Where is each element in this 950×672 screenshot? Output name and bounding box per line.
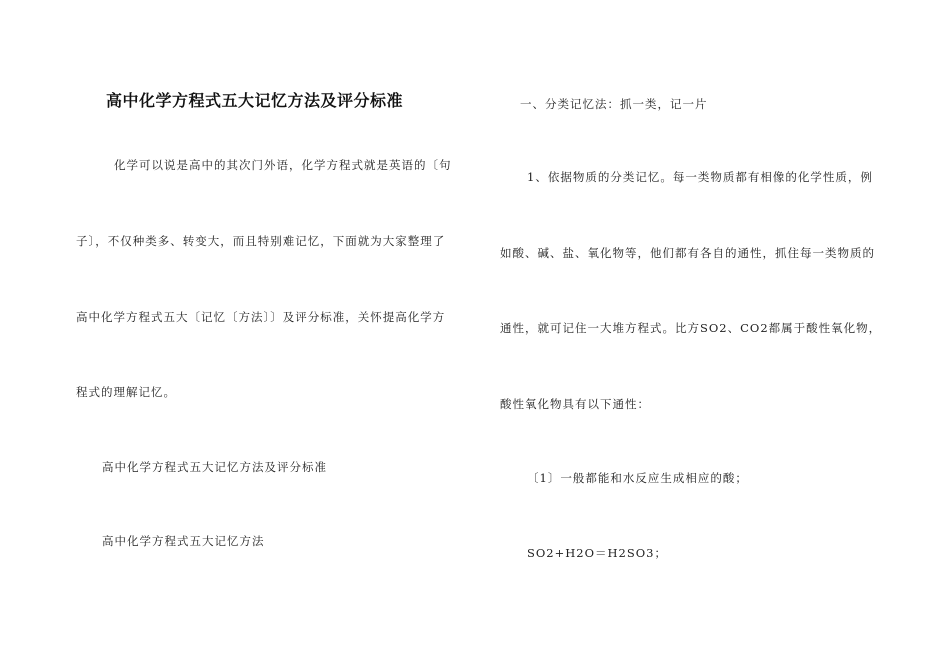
subheading: 高中化学方程式五大记忆方法及评分标准 xyxy=(102,460,327,474)
paragraph-line: 1、依据物质的分类记忆。每一类物质都有相像的化学性质，例 xyxy=(527,170,873,184)
paragraph-line: 酸性氧化物具有以下通性： xyxy=(500,397,650,411)
paragraph-line: 通性，就可记住一大堆方程式。比方SO2、CO2都属于酸性氧化物， xyxy=(500,321,882,335)
chemical-equation: SO2+H2O＝H2SO3； xyxy=(527,546,667,560)
list-item: 〔1〕一般都能和水反应生成相应的酸； xyxy=(527,471,748,485)
paragraph-line: 化学可以说是高中的其次门外语，化学方程式就是英语的〔句 xyxy=(114,158,452,172)
paragraph-line: 如酸、碱、盐、氧化物等，他们都有各自的通性，抓住每一类物质的 xyxy=(500,246,875,260)
document-title: 高中化学方程式五大记忆方法及评分标准 xyxy=(106,91,404,110)
section-heading: 一、分类记忆法：抓一类，记一片 xyxy=(520,97,708,111)
subheading: 高中化学方程式五大记忆方法 xyxy=(102,534,265,548)
paragraph-line: 程式的理解记忆。 xyxy=(76,385,176,399)
paragraph-line: 子〕，不仅种类多、转变大，而且特别难记忆，下面就为大家整理了 xyxy=(76,234,446,248)
paragraph-line: 高中化学方程式五大〔记忆〔方法〕〕及评分标准，关怀提高化学方 xyxy=(76,310,446,324)
